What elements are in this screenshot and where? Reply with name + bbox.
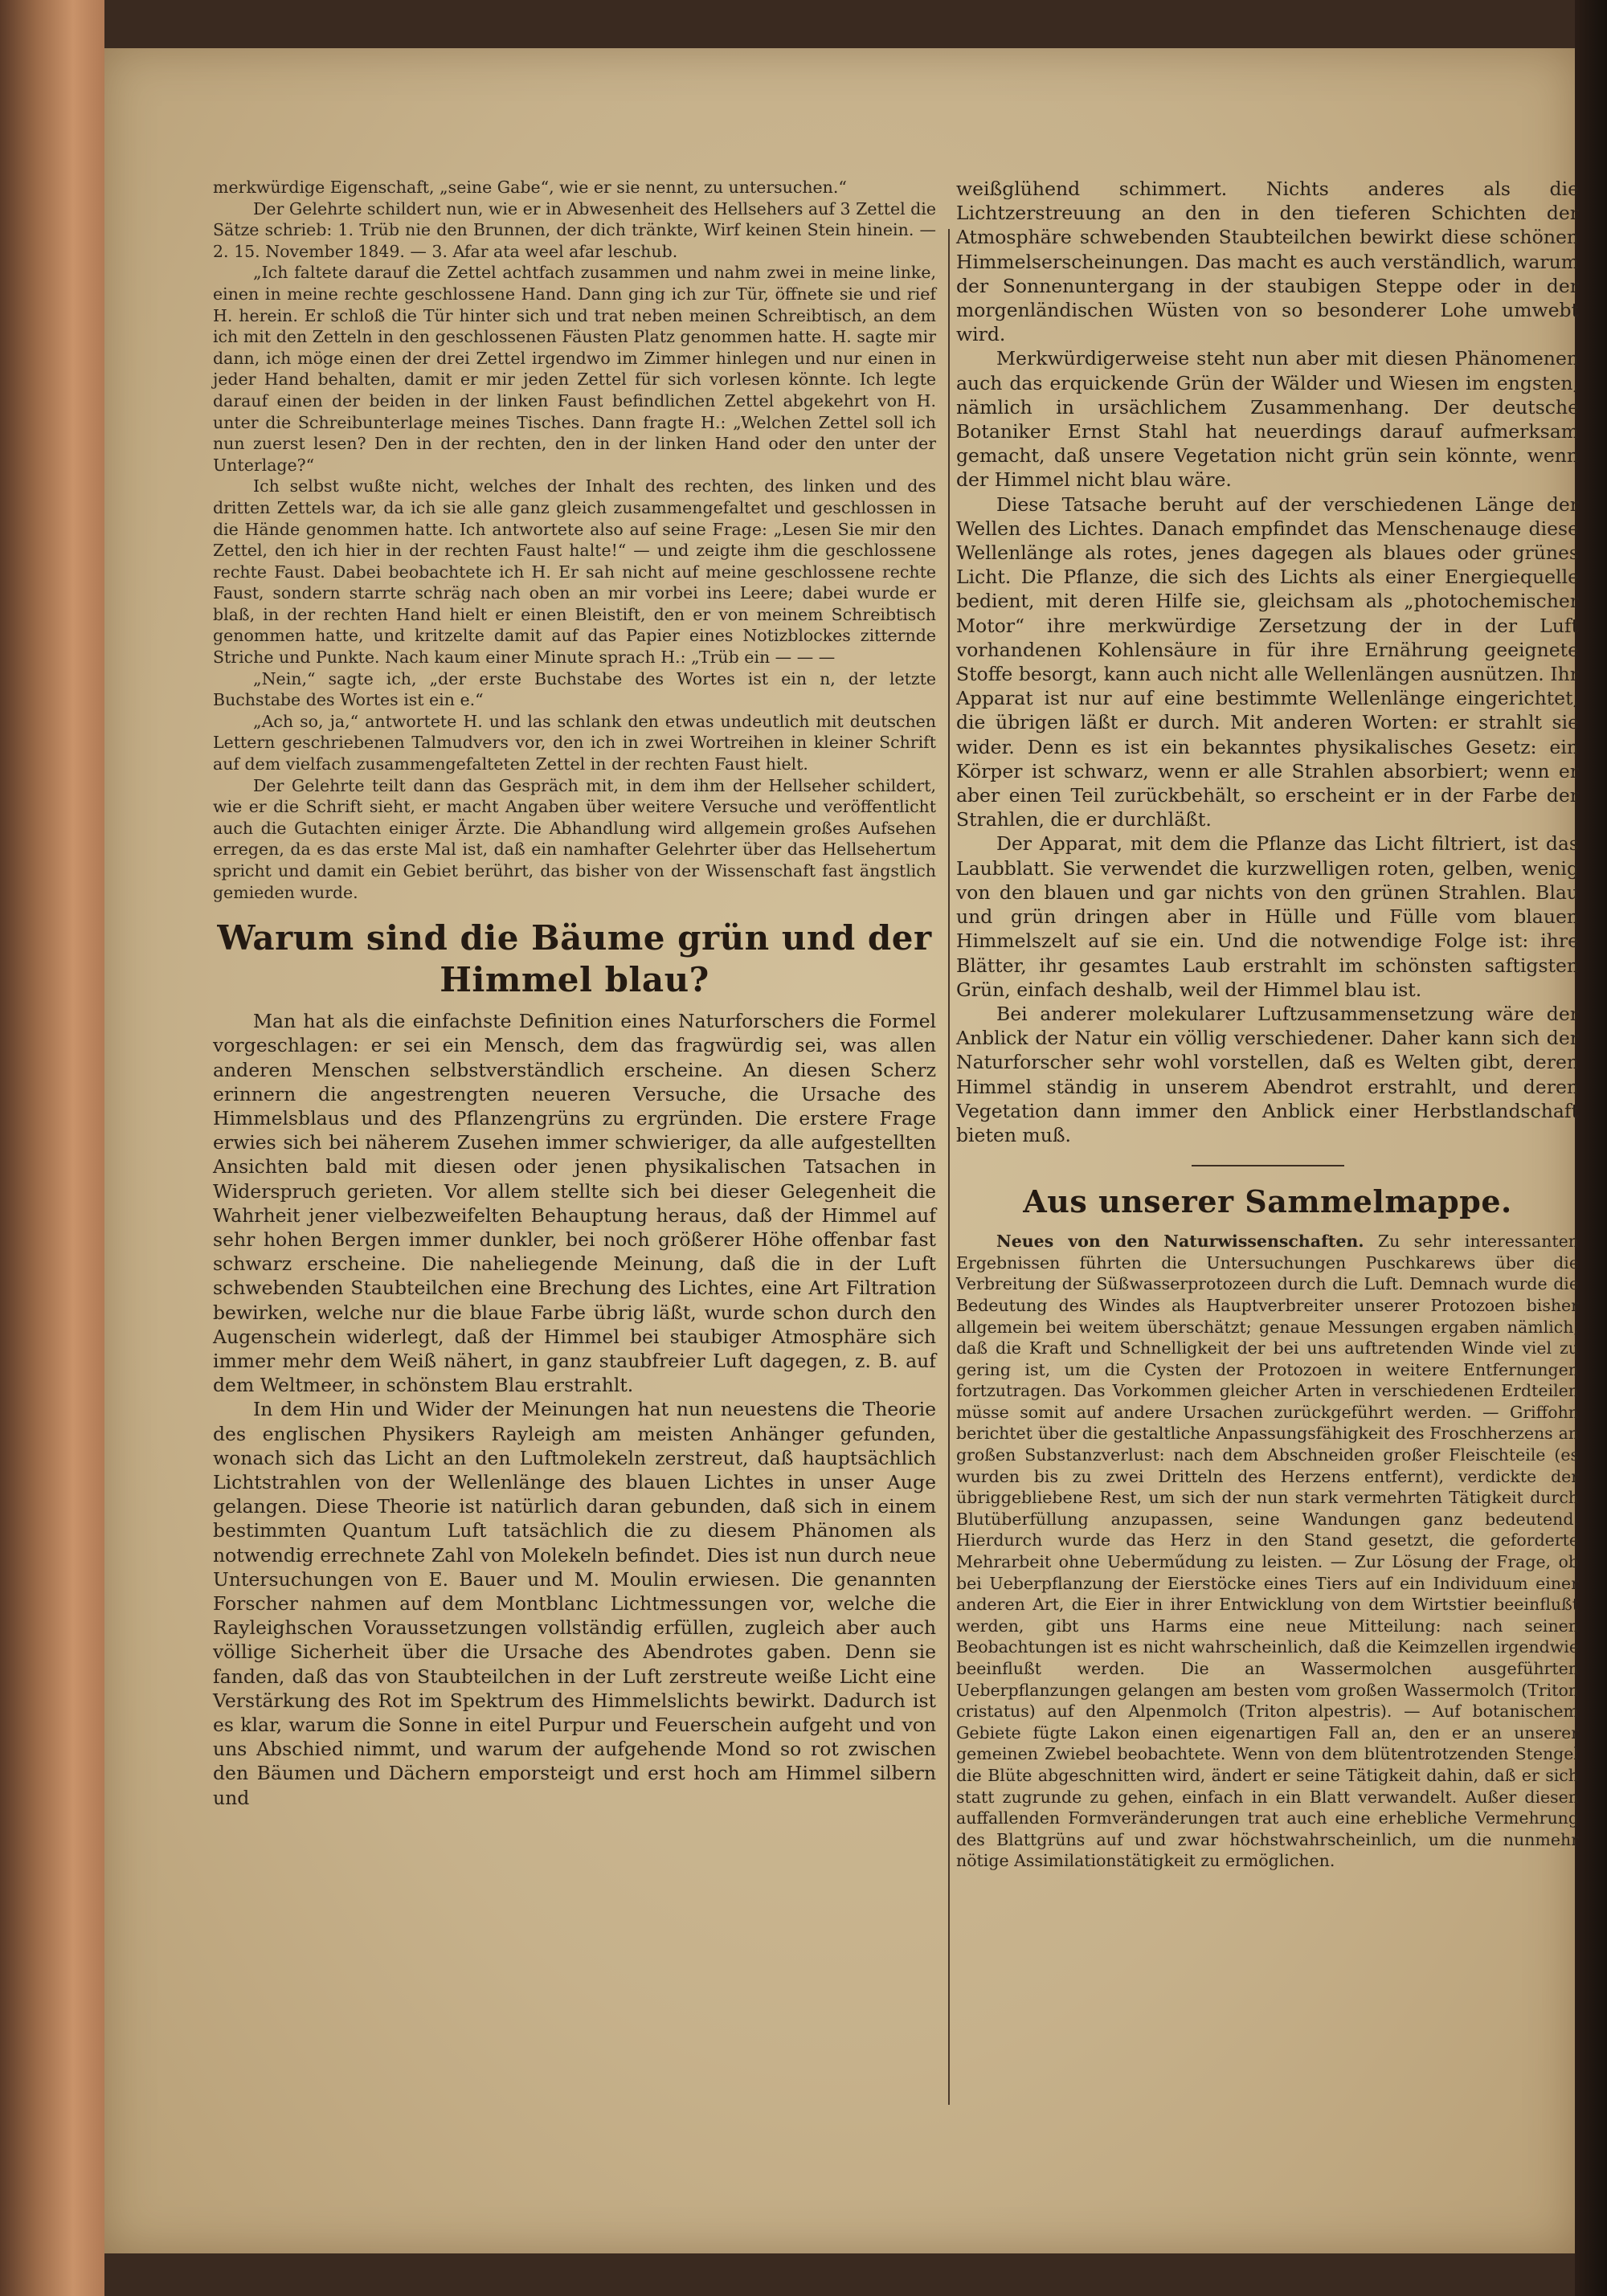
paragraph: Ich selbst wußte nicht, welches der Inhalt des rechten, des linken und des dritten Zettels war, da ich sie alle ganz gleich zusammengefaltet und geschlossen in die Hände genommen hatte. Ich antwortete also auf seine Frage: „Lesen Sie mir den Zettel, den ich hier in der rechten Faust halte!“ — und zeigte ihm die geschlossene rechte Faust. Dabei beobachtete ich H. Er sah nicht auf meine geschlossene rechte Faust, sondern starrte schräg nach oben an mir vorbei ins Leere; dabei wurde er blaß, in der rechten Hand hielt er einen Bleistift, den er von meinem Schreibtisch genommen hatte, und kritzelte damit auf das Papier eines Notizblockes zitternde Striche und Punkte. Nach kaum einer Minute sprach H.: „Trüb ein — — — xyxy=(213,476,936,668)
paragraph: Man hat als die einfachste Definition eines Naturforschers die Formel vorgeschlagen: er sei ein Mensch, dem das fragwürdig sei, was allen anderen Menschen selbstverständlich erscheine. An diesen Scherz erinnern die angestrengten neueren Versuche, die Ursache des Himmelsblaus und des Pflanzengrüns zu ergründen. Die erstere Frage erwies sich bei näherem Zusehen immer schwieriger, da alle aufgestellten Ansichten bald mit diesen oder jenen physikalischen Tatsachen in Widerspruch gerieten. Vor allem stellte sich bei dieser Gelegenheit die Wahrheit jener vielbezweifelten Behauptung heraus, daß der Himmel auf sehr hohen Bergen immer dunkler, bei noch größerer Höhe offenbar fast schwarz erscheine. Die naheliegende Meinung, daß die in der Luft schwebenden Staubteilchen eine Brechung des Lichtes, eine Art Filtration bewirken, welche nur die blaue Farbe übrig läßt, wurde schon durch den Augenschein widerlegt, daß der Himmel bei staubiger Atmosphäre sich immer mehr dem Weiß nähert, in ganz staubfreier Luft dagegen, z. B. auf dem Weltmeer, in schönstem Blau erstrahlt. xyxy=(213,1010,936,1397)
book-binding-edge xyxy=(1575,0,1607,2296)
news-paragraph xyxy=(956,1231,1579,1872)
news-lead: Neues von den Naturwissenschaften. xyxy=(996,1232,1364,1252)
article-headline: Warum sind die Bäume grün und der Himmel blau? xyxy=(217,918,932,1000)
paragraph: „Ich faltete darauf die Zettel achtfach zusammen und nahm zwei in meine linke, einen in meine rechte geschlossene Hand. Dann ging ich zur Tür, öffnete sie und rief H. herein. Er schloß die Tür hinter sich und trat neben meinen Schreibtisch, an dem ich mit den Zetteln in den geschlossenen Fäusten Platz genommen hatte. H. sagte mir dann, ich möge einen der drei Zettel irgendwo im Zimmer hinlegen und nur einen in jeder Hand behalten, damit er mir jeden Zettel für sich vorlesen könnte. Ich legte darauf einen der beiden in der linken Faust befindlichen Zettel abgekehrt von H. unter die Schreibunterlage meines Tisches. Dann fragte H.: „Welchen Zettel soll ich nun zuerst lesen? Den in der rechten, den in der linken Hand oder den unter der Unterlage?“ xyxy=(213,263,936,475)
hellseher-article-continuation xyxy=(213,177,936,903)
right-column xyxy=(956,177,1579,1872)
paragraph: Diese Tatsache beruht auf der verschiedenen Länge der Wellen des Lichtes. Danach empfindet das Menschenauge diese Wellenlänge als rotes, jenes dagegen als blaues oder grünes Licht. Die Pflanze, die sich des Lichts als einer Energiequelle bedient, mit deren Hilfe sie, gleichsam als „photochemischer Motor“ ihre merkwürdige Zersetzung der in der Luft vorhandenen Kohlensäure in für ihre Ernährung geeignete Stoffe besorgt, kann auch nicht alle Wellenlängen ausnützen. Ihr Apparat ist nur auf eine bestimmte Wellenlänge eingerichtet, die übrigen läßt er durch. Mit anderen Worten: er strahlt sie wider. Denn es ist ein bekanntes physikalisches Gesetz: ein Körper ist schwarz, wenn er alle Strahlen absorbiert; wenn er aber einen Teil zurückbehält, so erscheint er in der Farbe der Strahlen, die er durchläßt. xyxy=(956,492,1579,831)
paragraph: „Nein,“ sagte ich, „der erste Buchstabe des Wortes ist ein n, der letzte Buchstabe des Wortes ist ein e.“ xyxy=(213,668,936,710)
paragraph: Der Apparat, mit dem die Pflanze das Licht filtriert, ist das Laubblatt. Sie verwendet die kurzwelligen roten, gelben, wenig von den blauen und gar nichts von den grünen Strahlen. Blau und grün dringen aber in Hülle und Fülle vom blauen Himmelszelt auf sie ein. Und die notwendige Folge ist: ihre Blätter, ihr gesamtes Laub erstrahlt im schönsten saftigsten Grün, einfach deshalb, weil der Himmel blau ist. xyxy=(956,832,1579,1001)
paragraph: „Ach so, ja,“ antwortete H. und las schlank den etwas undeutlich mit deutschen Lettern geschriebenen Talmudvers vor, den ich in zwei Wortreihen in kleiner Schrift auf dem vielfach zusammengefalteten Zettel in der rechten Faust hielt. xyxy=(213,711,936,774)
section-divider xyxy=(1192,1165,1344,1166)
paragraph: weißglühend schimmert. Nichts anderes als die Lichtzerstreuung an den in den tieferen Schichten der Atmosphäre schwebenden Staubteilchen bewirkt diese schönen Himmelserscheinungen. Das macht es auch verständlich, warum der Sonnenuntergang in der staubigen Steppe oder in der morgenländischen Wüsten von so besonderer Lohe umwebt wird. xyxy=(956,178,1579,346)
news-text: Zu sehr interessanten Ergebnissen führten die Untersuchungen Puschkarews über die Verbreitung der Süßwasserprotozeen durch die Luft. Demnach wurde die Bedeutung des Windes als Hauptverbreiter unserer Protozoen bisher allgemein bei weitem überschätzt; genaue Messungen ergaben nämlich, daß die Kraft und Schnelligkeit der bei uns auftretenden Winde viel zu gering ist, um die Cysten der Protozoen in weitere Entfernungen fortzutragen. Das Vorkommen gleicher Arten in verschiedenen Erdteilen müsse somit auf andere Ursachen zurückgeführt werden. — Griffohn berichtet über die gestaltliche Anpassungsfähigkeit des Froschherzens an großen Substanzverlust: nach dem Abschneiden großer Fleischteile (es wurden bis zu zwei Dritteln des Herzens entfernt), verdickte der übriggebliebene Rest, um sich der nun stark vermehrten Tätigkeit durch Blutüberfüllung anzupassen, seine Wandungen ganz bedeutend. Hierdurch wurde das Herz in den Stand gesetzt, die geforderte Mehrarbeit ohne Ueberműdung zu leisten. — Zur Lösung der Frage, ob bei Ueberpflanzung der Eierstöcke eines Tiers auf ein Individuum einer anderen Art, die Eier in ihrer Entwicklung von dem Wirtstier beeinflußt werden, gibt uns Harms eine neue Mitteilung: nach seinen Beobachtungen ist es nicht wahrscheinlich, daß die Keimzellen irgendwie beeinflußt werden. Die an Wassermolchen ausgeführten Ueberpflanzungen gelangen am besten vom großen Wassermolch (Triton cristatus) auf den Alpenmolch (Triton alpestris). — Auf botanischem Gebiete fügte Lakon einen eigenartigen Fall an, den er an unserer gemeinen Zwiebel beobachtete. Wenn von dem blütentrotzenden Stengel die Blüte abgeschnitten wird, ändert er seine Tätigkeit dahin, daß er sich statt zugrunde zu gehen, einfach in ein Blatt verwandelt. Außer diesen auffallenden Formveränderungen trat auch eine erhebliche Vermehrung des Blattgrüns auf und zwar höchstwahrscheinlich, um die nunmehr nötige Assimilationstätigkeit zu ermöglichen. xyxy=(956,1232,1579,1871)
paragraph: merkwürdige Eigenschaft, „seine Gabe“, wie er sie nennt, zu untersuchen.“ xyxy=(213,178,847,197)
paragraph: Merkwürdigerweise steht nun aber mit diesen Phänomenen auch das erquickende Grün der Wälder und Wiesen im engsten, nämlich in ursächlichem Zusammenhang. Der deutsche Botaniker Ernst Stahl hat neuerdings darauf aufmerksam gemacht, daß unsere Vegetation nicht grün sein könnte, wenn der Himmel nicht blau wäre. xyxy=(956,347,1579,492)
paragraph: In dem Hin und Wider der Meinungen hat nun neuestens die Theorie des englischen Physikers Rayleigh am meisten Anhänger gefunden, wonach sich das Licht an den Luftmolekeln zerstreut, daß hauptsächlich Lichtstrahlen von der Wellenlänge des blauen Lichtes in unser Auge gelangen. Diese Theorie ist natürlich daran gebunden, daß sich in einem bestimmten Quantum Luft tatsächlich die zu diesem Phänomen als notwendig errechnete Zahl von Molekeln befindet. Dies ist nun durch neue Untersuchungen von E. Bauer und M. Moulin erwiesen. Die genannten Forscher nahmen auf dem Montblanc Lichtmessungen vor, welche die Rayleighschen Voraussetzungen vollständig erfüllen, zugleich aber auch völlige Sicherheit über die Ursache des Abendrotes gaben. Denn sie fanden, daß das von Staubteilchen in der Luft zerstreute weiße Licht eine Verstärkung des Rot im Spektrum des Himmelslichts bewirkt. Dadurch ist es klar, warum die Sonne in eitel Purpur und Feuerschein aufgeht und von uns Abschied nimmt, und warum der aufgehende Mond so rot zwischen den Bäumen und Dächern emporsteigt und erst hoch am Himmel silbern und xyxy=(213,1398,936,1809)
left-column xyxy=(213,177,936,1810)
book-page-edges xyxy=(0,0,104,2296)
section-headline: Aus unserer Sammelmappe. xyxy=(1023,1183,1512,1220)
paragraph: Der Gelehrte schildert nun, wie er in Abwesenheit des Hellsehers auf 3 Zettel die Sätze schrieb: 1. Trüb nie den Brunnen, der dich tränkte, Wirf keinen Stein hinein. — 2. 15. November 1849. — 3. Afar ata weel afar leschub. xyxy=(213,198,936,261)
column-rule xyxy=(948,229,950,2105)
sky-article-body xyxy=(213,1009,936,1810)
paragraph: Bei anderer molekularer Luftzusammensetzung wäre der Anblick der Natur ein völlig verschiedener. Daher kann sich der Naturforscher sehr wohl vorstellen, daß es Welten gibt, deren Himmel ständig in unserem Abendrot erstrahlt, und deren Vegetation dann immer den Anblick einer Herbstlandschaft bieten muß. xyxy=(956,1002,1579,1146)
paragraph: Der Gelehrte teilt dann das Gespräch mit, in dem ihm der Hellseher schildert, wie er die Schrift sieht, er macht Angaben über weitere Versuche und veröffentlicht auch die Gutachten einiger Ärzte. Die Abhandlung wird allgemein großes Aufsehen erregen, da es das erste Mal ist, daß ein namhafter Gelehrter über das Hellsehertum spricht und damit ein Gebiet berührt, das bisher von der Wissenschaft fast ängstlich gemieden wurde. xyxy=(213,775,936,902)
